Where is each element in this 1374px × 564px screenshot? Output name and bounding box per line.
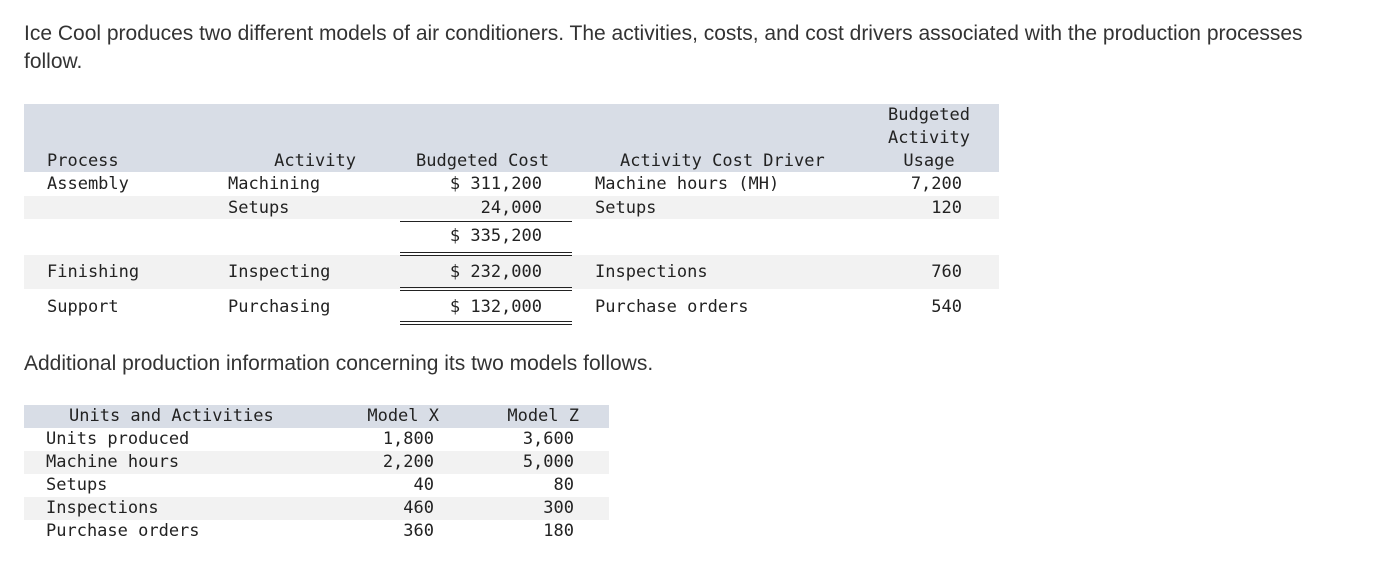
row-label: Purchase orders [46,521,200,541]
cell-activity: Purchasing [228,297,331,317]
cell-driver: Purchase orders [595,297,749,317]
header-usage-line1: Budgeted [888,105,970,125]
cell-cost: $ 311,200 [449,174,542,194]
row-model-x: 360 [403,521,434,541]
cell-process: Assembly [47,174,129,194]
row-label: Inspections [46,498,159,518]
row-model-x: 40 [413,475,434,495]
subtotal-rule [400,221,572,222]
row-model-z: 5,000 [522,452,574,472]
total-rule-bottom [400,324,572,325]
cell-cost: 24,000 [480,198,542,218]
cell-activity: Setups [228,198,290,218]
additional-info-paragraph: Additional production information concerning its two models follows. [24,352,654,375]
header-usage-line2: Activity [888,128,970,148]
row-model-x: 1,800 [382,429,434,449]
header-units-activities: Units and Activities [69,406,274,426]
header-usage-line3: Usage [903,151,955,171]
total-rule-bottom [400,290,572,291]
cell-cost-subtotal: $ 335,200 [449,226,542,246]
cell-process: Finishing [47,262,140,282]
row-model-z: 180 [543,521,574,541]
cell-cost: $ 132,000 [449,297,542,317]
cell-activity: Inspecting [228,262,331,282]
row-model-x: 2,200 [382,452,434,472]
cell-process: Support [47,297,119,317]
cell-driver: Setups [595,198,657,218]
header-activity-cost-driver: Activity Cost Driver [620,151,825,171]
row-model-z: 300 [543,498,574,518]
header-process: Process [47,151,119,171]
cell-usage: 7,200 [910,174,962,194]
header-budgeted-cost: Budgeted Cost [416,151,550,171]
total-rule-top [400,287,572,288]
header-activity: Activity [274,151,356,171]
total-rule-top [400,252,572,253]
row-label: Setups [46,475,108,495]
row-model-z: 80 [553,475,574,495]
total-rule-bottom [400,255,572,256]
cell-usage: 760 [931,262,962,282]
intro-paragraph: Ice Cool produces two different models of air conditioners. The activities, costs, and cost drivers associated with the production processes follow. [24,22,1303,73]
row-model-x: 460 [403,498,434,518]
row-label: Machine hours [46,452,180,472]
header-model-z: Model Z [507,406,579,426]
cell-usage: 540 [931,297,962,317]
row-model-z: 3,600 [522,429,574,449]
activity-cost-table [24,104,999,324]
cell-activity: Machining [228,174,321,194]
row-label: Units produced [46,429,190,449]
header-model-x: Model X [367,406,439,426]
cell-usage: 120 [931,198,962,218]
cell-cost: $ 232,000 [449,262,542,282]
total-rule-top [400,321,572,322]
cell-driver: Inspections [595,262,708,282]
units-activities-table [24,405,609,545]
cell-driver: Machine hours (MH) [595,174,780,194]
